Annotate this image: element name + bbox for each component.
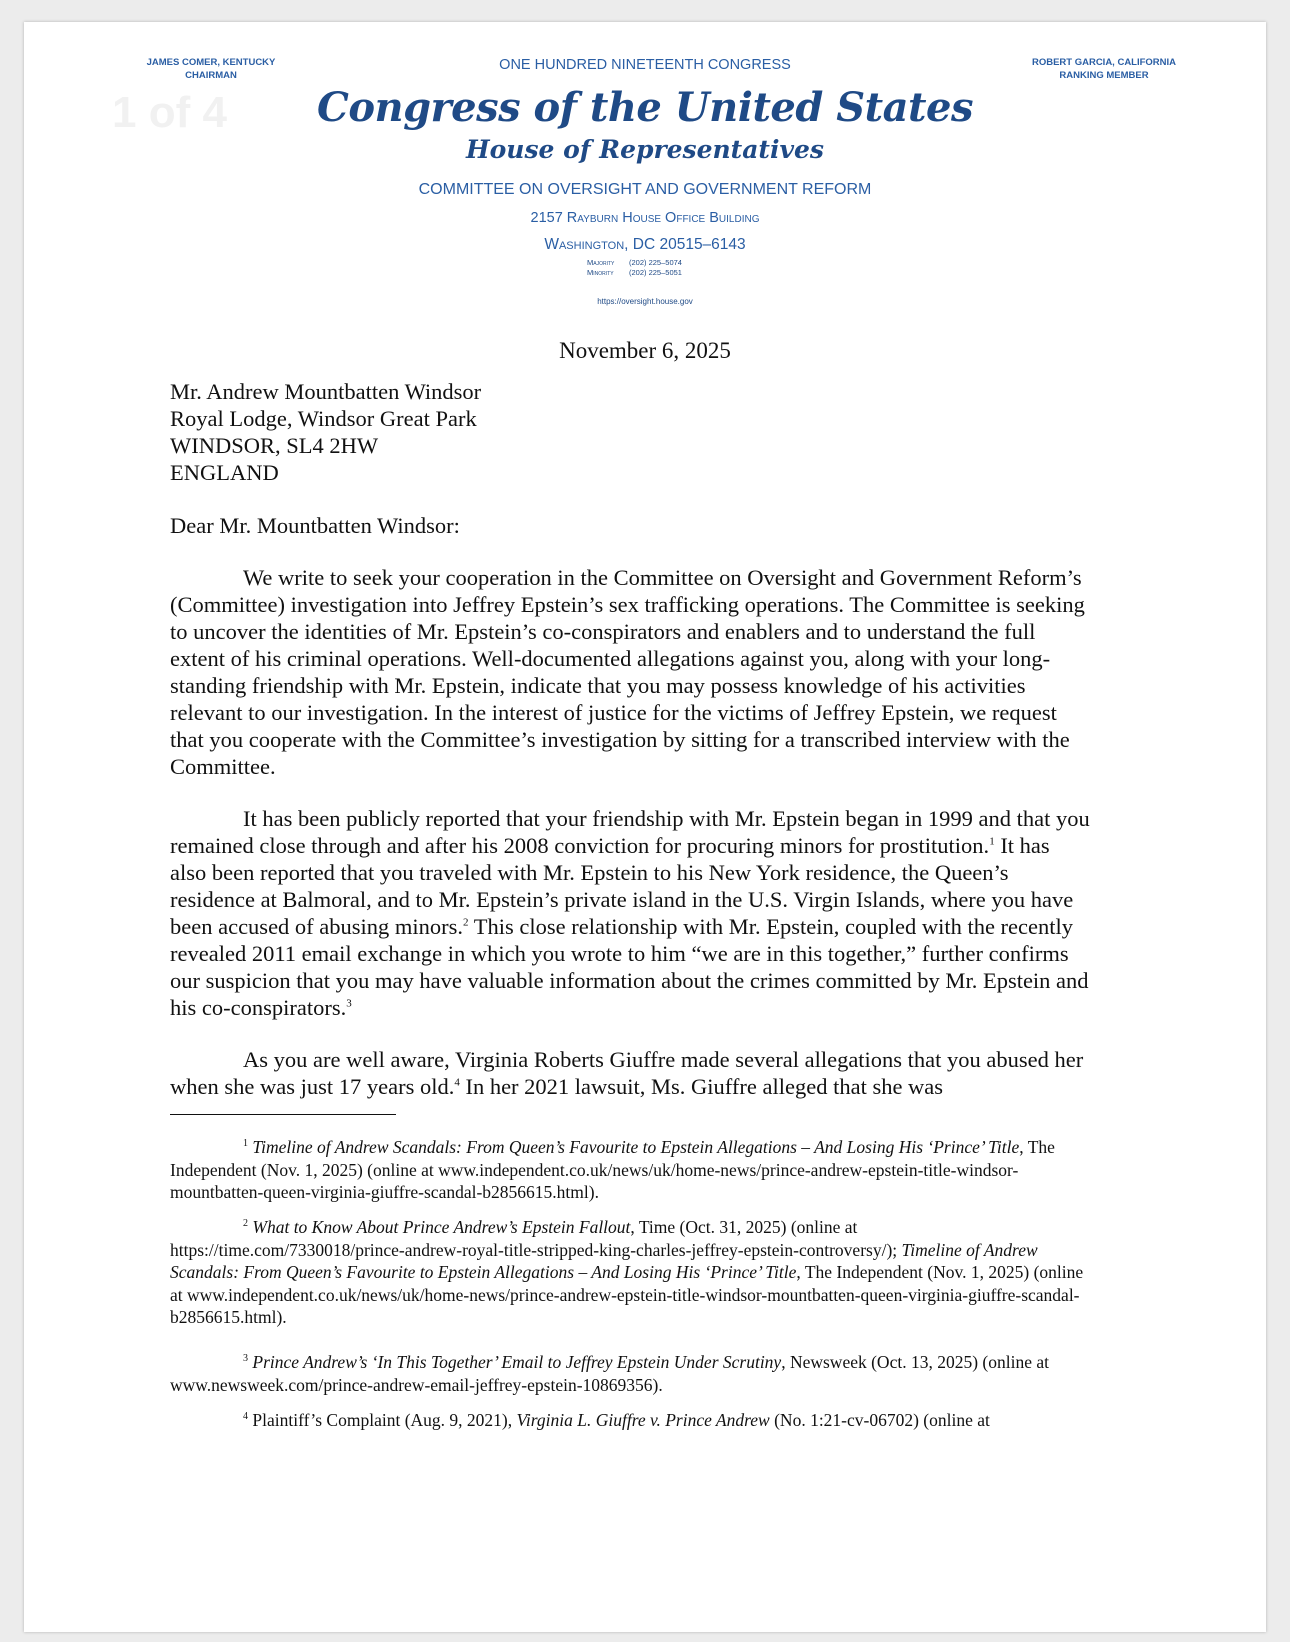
paragraph-2-part-c: This close relationship with Mr. Epstein, coupled with the recently revealed 2011 email exchange in which you wrote to him “we are in this together,” further confirms our suspicion that you may have valuable information about the crimes committed by Mr. Epstein and his co-conspirators. (170, 914, 1089, 1020)
footnote-1-citation: , The Independent (Nov. 1, 2025) (online at www.independent.co.uk/news/uk/home-news/prince-andrew-epstein-title-windsor-mountbatten-queen-virginia-giuffre-scandal-b2856615.html). (170, 1137, 1055, 1202)
committee-name: COMMITTEE ON OVERSIGHT AND GOVERNMENT REFORM (418, 181, 872, 198)
footnote-divider (170, 1114, 396, 1115)
oversight-url[interactable]: https://oversight.house.gov (597, 297, 693, 306)
congress-number: ONE HUNDRED NINETEENTH CONGRESS (499, 57, 791, 73)
footnote-4-citation: (No. 1:21-cv-06702) (online at (769, 1410, 990, 1430)
paragraph-2-part-a: It has been publicly reported that your friendship with Mr. Epstein began in 1999 and that you remained close through and after his 2008 conviction for procuring minors for prostitution. (170, 806, 1090, 858)
letter-page (24, 22, 1266, 1632)
chairman-name: JAMES COMER, KENTUCKY (146, 57, 276, 68)
footnote-ref-2[interactable]: 2 (463, 916, 469, 929)
salutation: Dear Mr. Mountbatten Windsor: (170, 513, 460, 538)
footnote-ref-3[interactable]: 3 (346, 997, 352, 1010)
recipient-line-2: WINDSOR, SL4 2HW (170, 433, 379, 458)
paragraph-2 (170, 805, 1090, 1021)
footnote-3-mark: 3 (243, 1353, 248, 1365)
letter-date: November 6, 2025 (559, 338, 731, 363)
footnote-2-citation-2: , The Independent (Nov. 1, 2025) (online at www.independent.co.uk/news/uk/home-news/prince-andrew-epstein-title-windsor-mountbatten-queen-virginia-giuffre-scandal-b2856615.html). (170, 1262, 1084, 1327)
footnote-4 (170, 1409, 1090, 1432)
recipient-address (170, 378, 1090, 486)
office-address: 2157 Rayburn House Office Building (530, 210, 760, 226)
minority-phone: (202) 225–5051 (629, 268, 682, 277)
footnote-ref-1[interactable]: 1 (989, 835, 995, 848)
footnote-1-title: Timeline of Andrew Scandals: From Queen’s Favourite to Epstein Allegations – And Losing His ‘Prince’ Title (252, 1137, 1020, 1157)
footnote-ref-4[interactable]: 4 (454, 1076, 460, 1089)
paragraph-3 (170, 1046, 1090, 1100)
majority-label: Majority (587, 258, 615, 267)
footnote-2-title: What to Know About Prince Andrew’s Epstein Fallout (252, 1217, 631, 1237)
footnote-2 (170, 1216, 1090, 1329)
footnote-2-mark: 2 (243, 1218, 248, 1230)
paragraph-1: We write to seek your cooperation in the Committee on Oversight and Government Reform’s (Committee) investigation into Jeffrey Epstein’s sex trafficking operations. The Committee is seeking to uncover the identities of Mr. Epstein’s co-conspirators and enablers and to understand the full extent of his criminal operations. Well-documented allegations against you, along with your long-standing friendship with Mr. Epstein, indicate that you may possess knowledge of his activities relevant to our investigation. In the interest of justice for the victims of Jeffrey Epstein, we request that you cooperate with the Committee’s investigation by sitting for a transcribed interview with the Committee. (170, 565, 1085, 779)
footnote-1 (170, 1136, 1090, 1204)
recipient-line-1: Royal Lodge, Windsor Great Park (170, 406, 477, 431)
house-title: House of Representatives (466, 135, 824, 164)
footnote-2-citation: , Time (Oct. 31, 2025) (online at https://time.com/7330018/prince-andrew-royal-title-stripped-king-charles-jeffrey-epstein-controversy/); (170, 1217, 902, 1260)
office-city: Washington, DC 20515–6143 (544, 236, 746, 253)
ranking-member-title: RANKING MEMBER (1059, 70, 1149, 81)
page-indicator: 1 of 4 (112, 88, 227, 137)
congress-title: Congress of the United States (316, 84, 973, 131)
footnote-4-title: Virginia L. Giuffre v. Prince Andrew (516, 1410, 770, 1430)
footnote-3 (170, 1351, 1090, 1396)
footnote-4-prefix: Plaintiff’s Complaint (Aug. 9, 2021), (252, 1410, 517, 1430)
chairman-title: CHAIRMAN (185, 70, 237, 81)
minority-label: Minority (587, 268, 614, 277)
paragraph-3-part-a: As you are well aware, Virginia Roberts Giuffre made several allegations that you abused her when she was just 17 years old. (170, 1047, 1084, 1099)
ranking-member-name: ROBERT GARCIA, CALIFORNIA (1031, 57, 1177, 68)
paragraph-3-part-b: In her 2021 lawsuit, Ms. Giuffre alleged that she was (459, 1074, 944, 1099)
footnote-1-mark: 1 (243, 1138, 248, 1150)
footnote-4-mark: 4 (243, 1411, 248, 1423)
majority-phone-line (587, 258, 682, 268)
footnote-3-title: Prince Andrew’s ‘In This Together’ Email to Jeffrey Epstein Under Scrutiny (252, 1352, 782, 1372)
recipient-line-3: ENGLAND (170, 460, 279, 485)
footnote-2-title-2: Timeline of Andrew Scandals: From Queen’s Favourite to Epstein Allegations – And Losing His ‘Prince’ Title (170, 1239, 1038, 1282)
footnote-3-citation: , Newsweek (Oct. 13, 2025) (online at www.newsweek.com/prince-andrew-email-jeffrey-epstein-10869356). (170, 1352, 1049, 1395)
paragraph-2-part-b: It has also been reported that you traveled with Mr. Epstein to his New York residence, the Queen’s residence at Balmoral, and to Mr. Epstein’s private island in the U.S. Virgin Islands, where you have been accused of abusing minors. (170, 833, 1074, 939)
majority-phone: (202) 225–5074 (629, 258, 682, 267)
recipient-name: Mr. Andrew Mountbatten Windsor (170, 379, 482, 404)
minority-phone-line (587, 268, 682, 278)
